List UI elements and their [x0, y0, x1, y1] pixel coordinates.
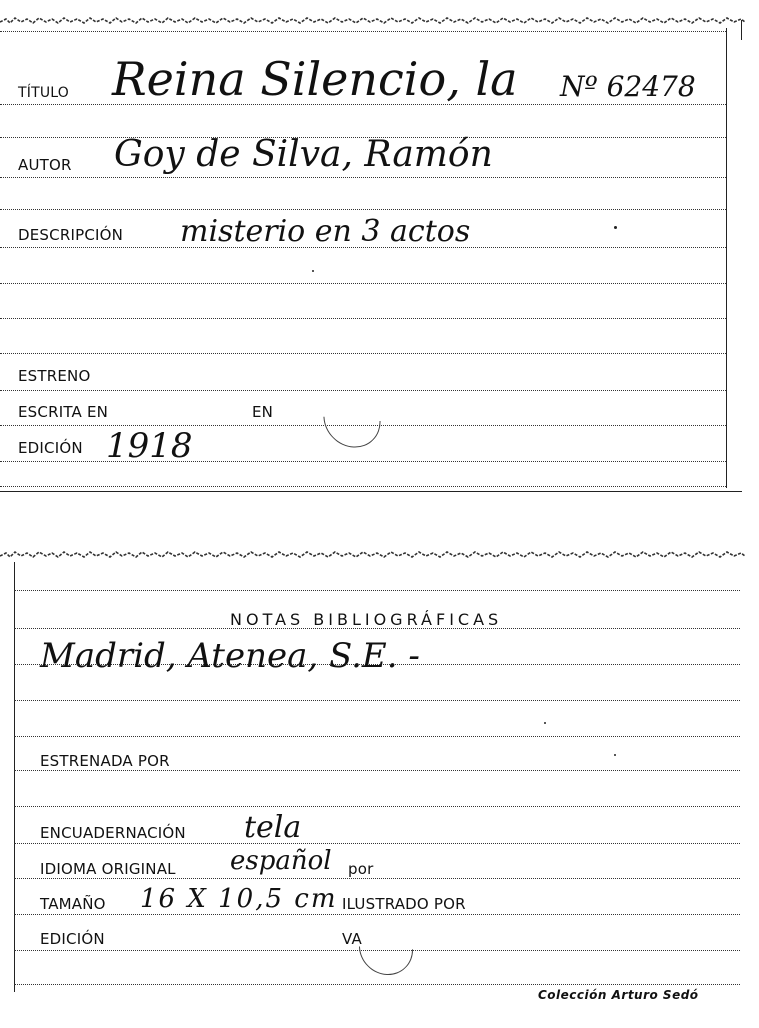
torn-top-edge: [0, 14, 745, 28]
label-descripcion: DESCRIPCIÓN: [18, 226, 124, 244]
label-por: por: [348, 860, 374, 878]
label-idioma-original: IDIOMA ORIGINAL: [40, 860, 176, 878]
label-titulo: TÍTULO: [18, 85, 69, 101]
label-estreno: ESTRENO: [18, 367, 91, 385]
value-descripcion: misterio en 3 actos: [180, 214, 471, 249]
label-edicion: EDICIÓN: [18, 439, 83, 457]
label-va: VA: [342, 930, 362, 948]
value-notas: Madrid, Atenea, S.E. -: [40, 636, 420, 676]
catalog-card-notes: [0, 540, 745, 1010]
label-autor: AUTOR: [18, 156, 72, 174]
value-autor: Goy de Silva, Ramón: [114, 134, 493, 175]
label-encuadernacion: ENCUADERNACIÓN: [40, 824, 186, 842]
label-edicion: EDICIÓN: [40, 930, 105, 948]
catalog-card-title: [0, 0, 745, 492]
value-edicion: 1918: [106, 426, 193, 466]
value-numero: Nº 62478: [560, 70, 696, 103]
value-idioma-original: español: [230, 846, 332, 876]
label-estrenada-por: ESTRENADA POR: [40, 752, 170, 770]
label-escrita-en: ESCRITA EN: [18, 403, 109, 421]
value-encuadernacion: tela: [244, 810, 302, 845]
torn-top-edge: [0, 548, 745, 562]
collection-footer: Colección Arturo Sedó: [538, 988, 699, 1002]
label-ilustrado-por: ILUSTRADO POR: [342, 895, 466, 913]
notes-heading: NOTAS BIBLIOGRÁFICAS: [230, 610, 503, 629]
label-tamano: TAMAÑO: [40, 895, 106, 913]
value-titulo: Reina Silencio, la: [112, 52, 518, 106]
label-en: EN: [252, 403, 274, 421]
value-tamano: 16 X 10,5 cm: [140, 884, 338, 914]
punch-hole: [348, 910, 424, 986]
